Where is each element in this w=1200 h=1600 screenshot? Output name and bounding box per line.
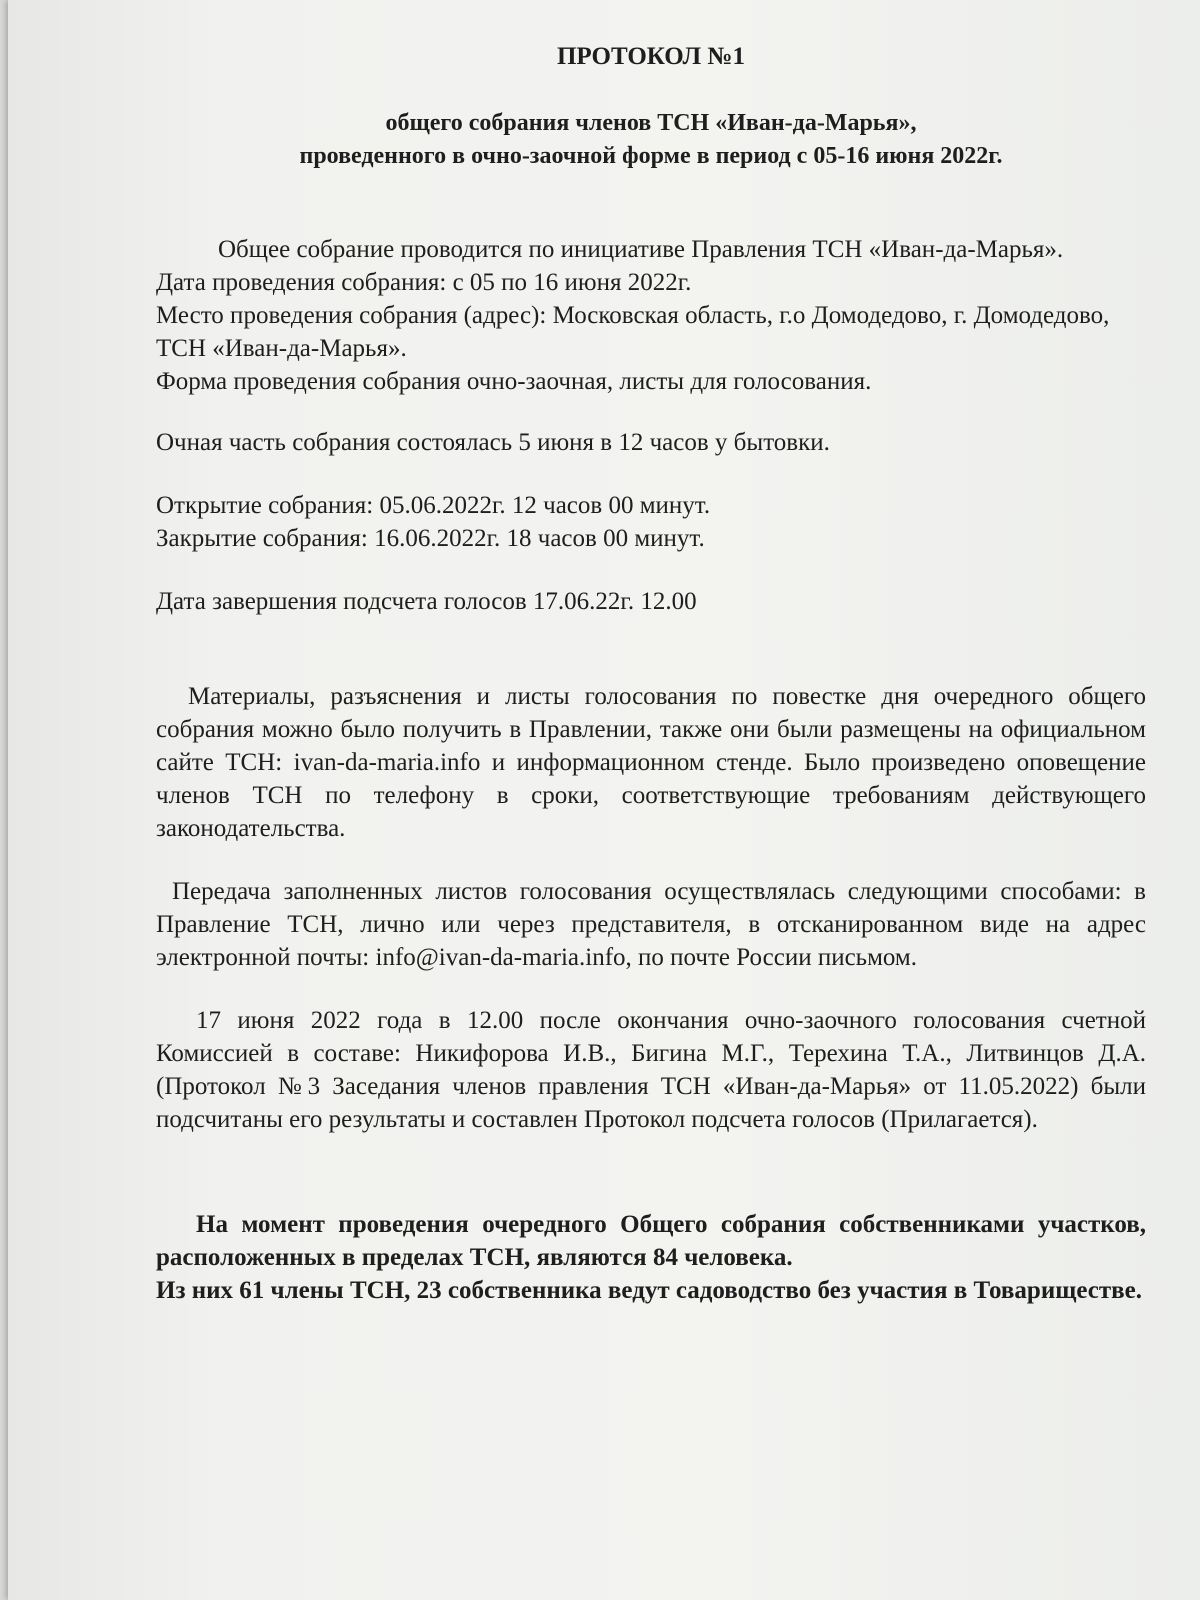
meeting-place: Место проведения собрания (адрес): Московская область, г.о Домодедово, г. Домодедово, ТСН «Иван-да-Марья». [156,302,1110,362]
results-paragraph: 17 июня 2022 года в 12.00 после окончания очно-заочного голосования счетной Комиссией в составе: Никифорова И.В., Бигина М.Г., Терехина Т.А., Литвинцов Д.А. (Протокол №3 Заседания членов правления ТСН «Иван-да-Марья» от 11.05.2022) были подсчитаны его результаты и составлен Протокол подсчета голосов (Прилагается). [156,1007,1146,1133]
meeting-form: Форма проведения собрания очно-заочная, листы для голосования. [156,368,872,395]
document-title: ПРОТОКОЛ №1 [556,43,745,70]
subtitle-line-2: проведенного в очно-заочной форме в период с 05-16 июня 2022г. [299,143,1003,169]
opening-time: Открытие собрания: 05.06.2022г. 12 часов 00 минут. [156,492,711,519]
closing-time: Закрытие собрания: 16.06.2022г. 18 часов 00 минут. [156,525,705,552]
ballots-paragraph: Передача заполненных листов голосования осуществлялась следующими способами: в Правление ТСН, лично или через представителя, в отсканированном виде на адрес электронной почты: info@ivan-da-maria.info, по почте России письмом. [156,878,1146,971]
in-person-part: Очная часть собрания состоялась 5 июня в 12 часов у бытовки. [156,429,830,456]
protocol-document [156,40,1146,1307]
owners-summary: На момент проведения очередного Общего собрания собственниками участков, расположенных в пределах ТСН, являются 84 человека. [156,1211,1146,1271]
vote-count-end: Дата завершения подсчета голосов 17.06.22г. 12.00 [156,588,697,615]
meeting-date: Дата проведения собрания: с 05 по 16 июня 2022г. [156,269,692,296]
subtitle-line-1: общего собрания членов ТСН «Иван-да-Марья», [385,110,917,136]
materials-paragraph: Материалы, разъяснения и листы голосования по повестке дня очередного общего собрания можно было получить в Правлении, также они были размещены на официальном сайте ТСН: ivan-da-maria.info и информационном стенде. Было произведено оповещение членов ТСН по телефону в сроки, соответствующие требованиям действующего законодательства. [156,683,1146,842]
document-subtitle [156,107,1146,173]
initiative-paragraph: Общее собрание проводится по инициативе Правления ТСН «Иван-да-Марья». [218,236,1064,263]
document-page [8,0,1200,1600]
members-summary: Из них 61 члены ТСН, 23 собственника ведут садоводство без участия в Товариществе. [156,1277,1142,1304]
